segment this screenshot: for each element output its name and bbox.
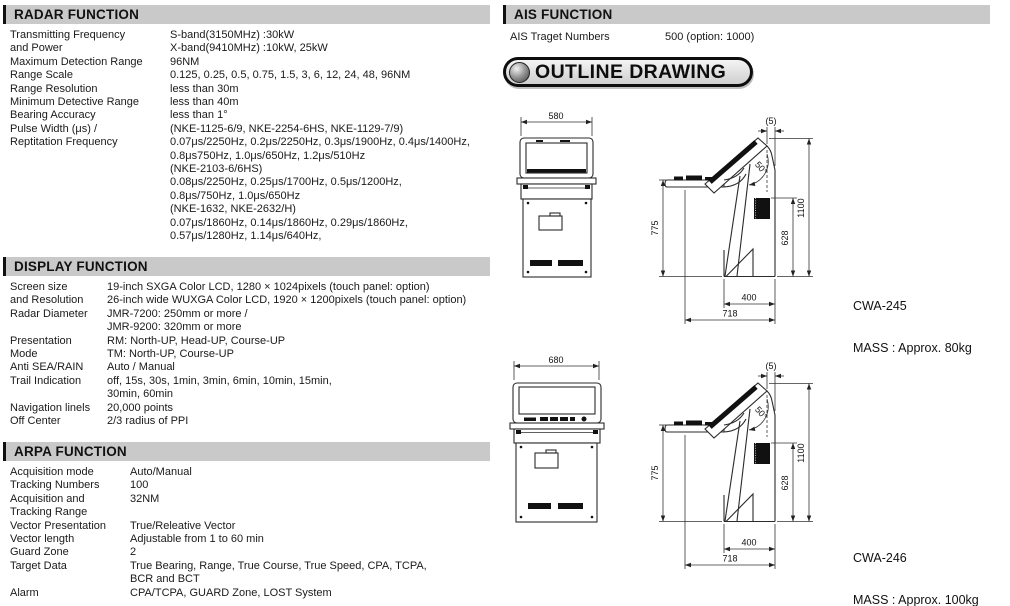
spec-label: Navigation linels bbox=[10, 401, 91, 414]
spec-label: AIS Traget Numbers bbox=[510, 31, 610, 43]
spec-value: 26-inch wide WUXGA Color LCD, 1920 × 1200pixels (touch panel: option) bbox=[107, 294, 467, 307]
spec-value: X-band(9410MHz) :10kW, 25kW bbox=[170, 42, 328, 55]
spec-row bbox=[10, 308, 490, 321]
spec-label: Bearing Accuracy bbox=[10, 109, 96, 122]
outline-drawing-badge bbox=[503, 57, 753, 87]
spec-value: 0.07μs/1860Hz, 0.14μs/1860Hz, 0.29μs/1860Hz, bbox=[170, 216, 408, 229]
spec-row bbox=[10, 281, 490, 294]
spec-value: 0.125, 0.25, 0.5, 0.75, 1.5, 3, 6, 12, 24, 48, 96NM bbox=[170, 69, 411, 82]
spec-label: Minimum Detective Range bbox=[10, 96, 139, 109]
spec-label bbox=[10, 573, 130, 586]
connector-box bbox=[754, 198, 770, 219]
spec-value: 0.07μs/2250Hz, 0.2μs/2250Hz, 0.3μs/1900Hz, 0.4μs/1400Hz, bbox=[170, 136, 470, 149]
spec-row bbox=[10, 83, 490, 96]
arpa-spec-table bbox=[10, 466, 490, 600]
display-section-title: DISPLAY FUNCTION bbox=[14, 259, 148, 274]
cwa-245-front-view bbox=[517, 111, 596, 277]
trackball bbox=[582, 417, 587, 422]
cwa-245-side-view bbox=[650, 116, 813, 324]
spec-value: 2 bbox=[130, 546, 137, 559]
spec-label bbox=[10, 388, 107, 401]
spec-label bbox=[10, 230, 170, 243]
dim-desk-height-lines bbox=[650, 425, 722, 522]
pedestal-front bbox=[516, 443, 597, 522]
dim-front-width: 580 bbox=[548, 111, 564, 121]
spec-label: Tracking Range bbox=[10, 506, 88, 519]
spec-value: JMR-9200: 320mm or more bbox=[107, 321, 242, 334]
spec-value: off, 15s, 30s, 1min, 3min, 6min, 10min, 15min, bbox=[107, 374, 332, 387]
dim-desk-height-lines bbox=[650, 180, 722, 277]
spec-value: JMR-7200: 250mm or more / bbox=[107, 307, 248, 320]
spec-label bbox=[10, 176, 170, 189]
spec-value: less than 1° bbox=[170, 109, 228, 122]
spec-label: Radar Diameter bbox=[10, 307, 88, 320]
spec-value: Auto/Manual bbox=[130, 466, 192, 478]
spec-value: 32NM bbox=[130, 492, 160, 505]
radar-section-title: RADAR FUNCTION bbox=[14, 7, 140, 22]
spec-value: RM: North-UP, Head-UP, Course-UP bbox=[107, 334, 286, 347]
spec-row bbox=[10, 56, 490, 69]
display-section-header bbox=[3, 257, 490, 276]
spec-row bbox=[10, 560, 490, 573]
connector-box bbox=[754, 443, 770, 464]
sphere-icon bbox=[509, 62, 530, 83]
vent-slot bbox=[528, 503, 551, 509]
spec-label: Vector length bbox=[10, 533, 75, 546]
cwa-246-front-view bbox=[510, 355, 604, 522]
dim-front-width: 680 bbox=[548, 355, 564, 365]
spec-value: 500 (option: 1000) bbox=[665, 31, 755, 43]
spec-label: Screen size bbox=[10, 281, 68, 293]
dim-top-offset: (5) bbox=[765, 116, 777, 126]
spec-row bbox=[10, 415, 490, 428]
spec-value: (NKE-2103-6/6HS) bbox=[170, 163, 263, 176]
spec-row bbox=[10, 190, 490, 203]
spec-row bbox=[10, 533, 490, 546]
spec-row bbox=[10, 42, 490, 55]
spec-row bbox=[10, 348, 490, 361]
cwa-246-label bbox=[853, 523, 979, 606]
spec-label bbox=[10, 217, 170, 230]
spec-row bbox=[10, 96, 490, 109]
spec-value: (NKE-1632, NKE-2632/H) bbox=[170, 203, 296, 216]
spec-label bbox=[10, 203, 170, 216]
spec-row bbox=[10, 163, 490, 176]
spec-row bbox=[10, 479, 490, 492]
spec-row bbox=[10, 587, 490, 600]
spec-value: 19-inch SXGA Color LCD, 1280 × 1024pixels (touch panel: option) bbox=[107, 281, 430, 293]
dim-total-depth: 718 bbox=[722, 308, 738, 319]
spec-row bbox=[10, 294, 490, 307]
spec-label: Guard Zone bbox=[10, 546, 69, 559]
dim-panel-height: 628 bbox=[780, 475, 790, 491]
spec-label: Trail Indication bbox=[10, 374, 82, 387]
arpa-section-header bbox=[3, 442, 490, 461]
spec-value: 0.57μs/1280Hz, 1.14μs/640Hz, bbox=[170, 230, 322, 243]
spec-label: Transmitting Frequency bbox=[10, 29, 126, 41]
spec-label: Vector Presentation bbox=[10, 519, 107, 532]
spec-value: 0.8μs750Hz, 1.0μs/650Hz, 1.2μs/510Hz bbox=[170, 149, 366, 162]
dim-tilt-angle: 50° bbox=[752, 404, 770, 422]
spec-value: TM: North-UP, Course-UP bbox=[107, 348, 234, 361]
spec-label bbox=[10, 321, 107, 334]
spec-row bbox=[510, 31, 990, 44]
model-mass: MASS : Approx. 80kg bbox=[853, 341, 972, 355]
spec-row bbox=[10, 546, 490, 559]
spec-row bbox=[10, 388, 490, 401]
spec-value: less than 30m bbox=[170, 82, 239, 95]
dim-total-depth: 718 bbox=[722, 553, 738, 564]
spec-row bbox=[10, 506, 490, 519]
spec-value: Auto / Manual bbox=[107, 361, 175, 374]
dim-top-offset: (5) bbox=[765, 361, 777, 371]
spec-value: 0.8μs/750Hz, 1.0μs/650Hz bbox=[170, 189, 301, 202]
spec-row bbox=[10, 109, 490, 122]
ais-section-header bbox=[503, 5, 990, 24]
spec-value: 96NM bbox=[170, 55, 200, 68]
spec-value: (NKE-1125-6/9, NKE-2254-6HS, NKE-1129-7/9) bbox=[170, 122, 404, 135]
model-name: CWA-246 bbox=[853, 551, 907, 565]
spec-value: S-band(3150MHz) :30kW bbox=[170, 29, 295, 41]
neck-front bbox=[521, 184, 592, 199]
spec-row bbox=[10, 123, 490, 136]
spec-row bbox=[10, 203, 490, 216]
dim-total-height: 1100 bbox=[796, 198, 806, 218]
vent-slot bbox=[558, 503, 583, 509]
dim-desk-height: 775 bbox=[650, 465, 660, 481]
spec-label: Acquisition mode bbox=[10, 466, 94, 478]
dim-total-height-lines bbox=[769, 139, 813, 277]
dim-total-height-lines bbox=[769, 384, 813, 522]
spec-label bbox=[10, 190, 170, 203]
model-mass: MASS : Approx. 100kg bbox=[853, 593, 979, 606]
spec-label bbox=[10, 150, 170, 163]
keyboard-shelf-front bbox=[510, 423, 604, 429]
spec-label bbox=[10, 163, 170, 176]
spec-label: Pulse Width (μs) / bbox=[10, 122, 98, 135]
spec-row bbox=[10, 136, 490, 149]
vent-slot bbox=[530, 260, 552, 266]
spec-row bbox=[10, 466, 490, 479]
spec-row bbox=[10, 361, 490, 374]
neck-front bbox=[514, 429, 600, 443]
arpa-section-title: ARPA FUNCTION bbox=[14, 444, 127, 459]
spec-label: Target Data bbox=[10, 559, 67, 572]
spec-label: Alarm bbox=[10, 586, 39, 599]
dim-base-depth: 400 bbox=[741, 292, 757, 303]
spec-label: Tracking Numbers bbox=[10, 479, 100, 492]
spec-row bbox=[10, 335, 490, 348]
dim-tilt-angle: 50° bbox=[752, 159, 770, 177]
spec-value: 30min, 60min bbox=[107, 388, 174, 401]
radar-section-header bbox=[3, 5, 490, 24]
spec-row bbox=[10, 217, 490, 230]
dim-base-depth: 400 bbox=[741, 537, 757, 548]
spec-label: and Resolution bbox=[10, 294, 84, 307]
spec-value: Adjustable from 1 to 60 min bbox=[130, 533, 264, 546]
ais-spec-table bbox=[510, 31, 990, 44]
ais-section-title: AIS FUNCTION bbox=[514, 7, 613, 22]
spec-value: 0.08μs/2250Hz, 0.25μs/1700Hz, 0.5μs/1200Hz, bbox=[170, 176, 402, 189]
spec-value: 100 bbox=[130, 479, 149, 492]
spec-row bbox=[10, 29, 490, 42]
dim-panel-height: 628 bbox=[780, 230, 790, 246]
spec-label: Mode bbox=[10, 348, 38, 361]
dim-desk-height: 775 bbox=[650, 220, 660, 236]
spec-label: Off Center bbox=[10, 415, 61, 428]
spec-value: True Bearing, Range, True Course, True Speed, CPA, TCPA, bbox=[130, 559, 427, 572]
vent-slot bbox=[558, 260, 583, 266]
spec-label: Anti SEA/RAIN bbox=[10, 361, 84, 374]
spec-value: BCR and BCT bbox=[130, 573, 200, 586]
spec-label: Reptitation Frequency bbox=[10, 136, 118, 149]
model-name: CWA-245 bbox=[853, 299, 907, 313]
spec-value: less than 40m bbox=[170, 96, 239, 109]
spec-label: Range Resolution bbox=[10, 82, 98, 95]
spec-row bbox=[10, 150, 490, 163]
spec-row bbox=[10, 69, 490, 82]
spec-value: CPA/TCPA, GUARD Zone, LOST System bbox=[130, 586, 332, 599]
outline-drawing-label: OUTLINE DRAWING bbox=[535, 60, 727, 83]
spec-label: and Power bbox=[10, 42, 63, 55]
spec-label: Maximum Detection Range bbox=[10, 55, 143, 68]
spec-label: Acquisition and bbox=[10, 492, 85, 505]
spec-value: True/Releative Vector bbox=[130, 519, 236, 532]
cwa-246-side-view bbox=[650, 361, 813, 569]
keyboard-shelf-front bbox=[517, 178, 596, 184]
spec-row bbox=[10, 230, 490, 243]
spec-row bbox=[10, 493, 490, 506]
spec-row bbox=[10, 573, 490, 586]
spec-row bbox=[10, 402, 490, 415]
spec-label: Range Scale bbox=[10, 69, 73, 82]
spec-row bbox=[10, 375, 490, 388]
spec-row bbox=[10, 176, 490, 189]
display-spec-table bbox=[10, 281, 490, 428]
spec-label: Presentation bbox=[10, 334, 72, 347]
radar-spec-table bbox=[10, 29, 490, 244]
spec-value: 20,000 points bbox=[107, 401, 174, 414]
spec-row bbox=[10, 321, 490, 334]
dim-total-height: 1100 bbox=[796, 443, 806, 463]
spec-row bbox=[10, 520, 490, 533]
spec-value: 2/3 radius of PPI bbox=[107, 415, 189, 428]
